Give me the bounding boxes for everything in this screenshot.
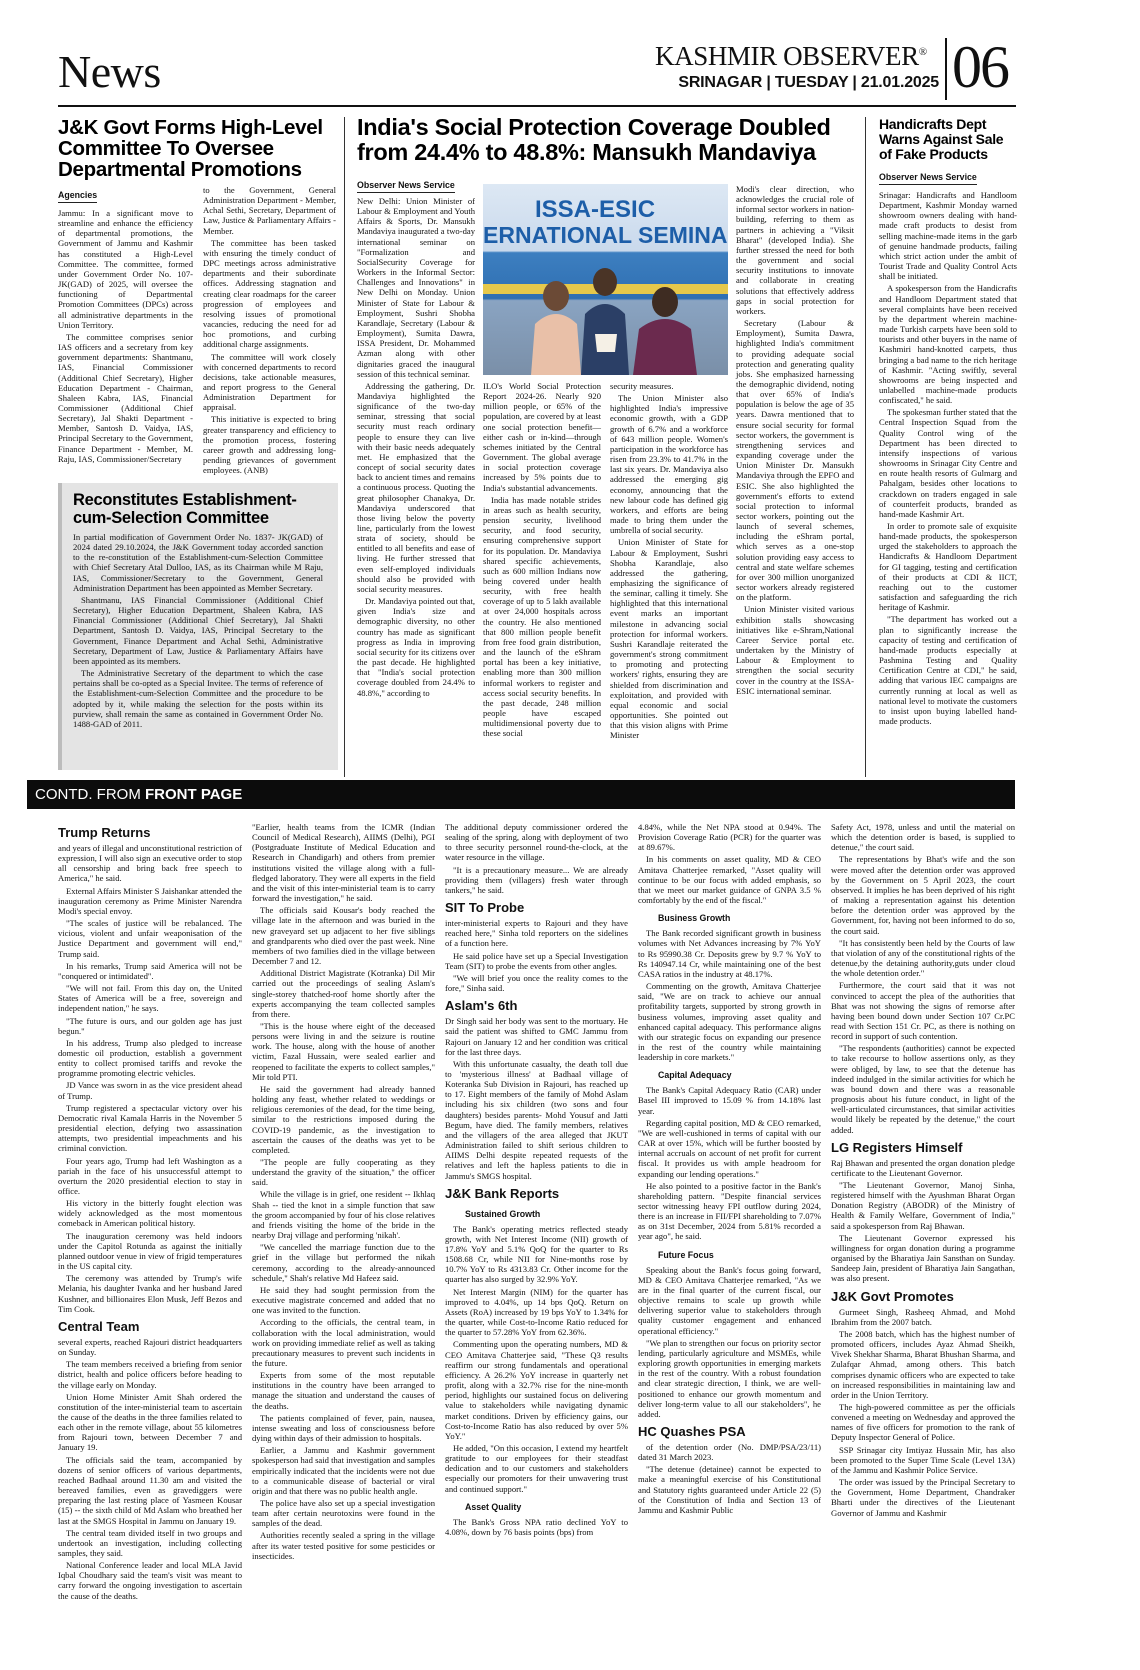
story3-c1-p3: Dr. Mandaviya pointed out that, given India's size and demographic diversity, no other country has made as significant progress as India in improving social security for its citizens over the past decade. He highlighted that "India's social protection coverage doubled from 24.4% to 48.8%," according to — [357, 596, 475, 698]
story2-p3: The Administrative Secretary of the department to which the case pertains shall be co-opted as a Special Invitee. The terms of reference of the Establishment-cum-Selection Committee and the procedure to be adopted by it, while making the selection for the posts within its purview, shall remain the same as contained in Government Order No. 1488-GAD of 2011. — [73, 668, 323, 729]
c4-r1: The Bank's Capital Adequacy Ratio (CAR) under Basel III improved to 15.09 % from 14.18% last year. — [638, 1085, 821, 1116]
c1-p4: In his remarks, Trump said America will not be "conquered or intimidated". — [58, 960, 242, 981]
c4-t2: "The detenue (detainee) cannot be expected to make a meaningful exercise of his Constitutional and Statutory rights guaranteed under Article 22 (5) of the Constitution of India and Section 13 of Jammu and Kashmir Public — [638, 1464, 821, 1515]
story3-col1 — [357, 196, 475, 700]
story4-headline: Handicrafts Dept Warns Against Sale of Fake Products — [879, 116, 1004, 162]
story3-c1-p1: New Delhi: Union Minister of Labour & Employment and Youth Affairs & Sports, Dr. Mansukh Mandaviya inaugurated a two-day international seminar on "Formalization and SocialSecurity Coverage for Workers in the Informal Sector: Challenges and Innovations" in New Delhi on Monday. Union Minister of State for Labour & Employment, Sushri Shobha Karandlaje, Secretary (Labour & Employment), Sumita Dawra, ISSA President, Dr. Mohammed Azman along with other dignitaries graced the inaugural session of this technical seminar. — [357, 196, 475, 379]
c3-mini2: Asset Quality — [465, 1501, 522, 1512]
story4-col — [879, 167, 1017, 728]
c1-q1: several experts, reached Rajouri district headquarters on Sunday. — [58, 1336, 242, 1358]
c3-head: SIT To Probe — [445, 900, 525, 916]
c4-r2: Regarding capital position, MD & CEO remarked, "We are well-cushioned in terms of capital with our CAR at over 15%, which will be further boosted by internal accruals on account of net profit for current fiscal. It provides us with ample headroom for expanding our lending operations." — [638, 1117, 821, 1179]
c5-p1: Safety Act, 1978, unless and until the material on which the detention order is based, is supplied to detenue," the court said. — [831, 822, 1015, 853]
c5-r2: The 2008 batch, which has the highest number of promoted officers, includes Ayaz Ahmad Sheikh, Vivek Shekhar Sharma, Bharat Bhushan Sharma, and Zulafqar Ahmad, among others. This batch comprises dynamic officers who are expected to take on increased responsibilities in maintaining law and order in the Union Territory. — [831, 1328, 1015, 1400]
story4-p4: In order to promote sale of exquisite hand-made products, the spokesperson urged the stakeholders to approach the Handicrafts & Handloom Department for GI tagging, testing and certification of their products at CDI & IICT, reaching out to the customer satisfaction and safeguarding the rich heritage of Kashmir. — [879, 521, 1017, 613]
c3-head3: J&K Bank Reports — [445, 1185, 560, 1201]
story3-c3-p1: security measures. — [610, 381, 674, 391]
c4-r3: He also pointed to a positive factor in the Bank's shareholding pattern. "Despite financial services sector witnessing heavy FPI outflow during 2024, there is an increase in FII/FPI shareholding to 7.07% as on 31st December, 2024 from 5.81% recorded a year ago", he said. — [638, 1180, 821, 1242]
c4-mini2: Capital Adequacy — [658, 1070, 732, 1081]
c2-p2: The officials said Kousar's body reached the village late in the afternoon and was buried in the new graveyard set up adjacent to her five siblings and grandparents who died over the past week. Nine members of two families died in the village between December 7 and 12. — [252, 905, 435, 967]
c3-s2: Net Interest Margin (NIM) for the quarter has improved to 4.04%, up 14 bps QoQ. Return on Assets (RoA) increased by 19 bps YoY to 1.34% for the quarter, while Cost-to-Income Ratio reduced for the quarter to 57.28% YoY from 62.36%. — [445, 1286, 628, 1338]
contd-banner — [27, 780, 1015, 809]
story3-c2-p2: India has made notable strides in areas such as health security, pension security, livelihood security, and food security, ensuring comprehensive support for its population. Dr. Mandaviya shared specific achievements, such as 600 million Indians now being covered under health security, with free health coverage of up to 5 lakh available at over 24,000 hospitals across the country. He also mentioned that 800 million people benefit from free food grain distribution, and the launch of the eShram portal has been a key initiative, enabling more than 300 million informal workers to register and access social security benefits. In the past decade, 248 million people have escaped multidimensional poverty due to these social — [483, 494, 601, 739]
c3-s1: The Bank's operating metrics reflected steady growth, with Net Interest Income (NII) growth of 17.8% YoY and 5.1% QoQ for the quarter to Rs 1508.68 Cr, while NII for Nine-months rose by 10.7% YoY to Rs 4313.83 Cr. Other income for the quarter has also surged by 32.9% YoY. — [445, 1223, 628, 1285]
c5-q2: "The Lieutenant Governor, Manoj Sinha, registered himself with the Ayushman Bharat Organ Donation Registry (ABODR) of the Ministry of Health & Family Welfare, Government of India," said a spokesperson from Raj Bhawan. — [831, 1180, 1015, 1231]
story3-col3 — [610, 381, 728, 742]
c3-p1: The additional deputy commissioner ordered the sealing of the spring, along with deployment of two to three security personnel round-the-clock, at the water resource in the village. — [445, 822, 628, 863]
registered-mark: ® — [918, 46, 927, 58]
story2-p1: In partial modification of Government Order No. 1837- JK(GAD) of 2024 dated 29.10.2024, the J&K Government today accorded sanction to the re-constitution of the Establishment-cum-Selection Committee with Chief Secretary Atal Dulloo, IAS, as its Chairman while M Raju, IAS, Commissioner/Secretary to the Government, General Administration Department has been appointed as Member Secretary. — [73, 532, 323, 593]
story2-p2: Shantmanu, IAS Financial Commissioner (Additional Chief Secretary), Higher Education Department, Shaleen Kabra, IAS Financial Commissioner (Additional Chief Secretary), Jal Shakti Department, Santosh D. Vaidya, IAS, Principal Secretary to the Government, Finance Department and Achal Sethi, Administrative Secretary, Department of Law, Justice & Parliamentary Affairs have been appointed as its members. — [73, 594, 323, 666]
contd-bold: FRONT PAGE — [145, 786, 243, 803]
c3-q1: inter-ministerial experts to Rajouri and they have reached here," Sinha told reporters on the sidelines of a function here. — [445, 918, 628, 949]
c1-p9: Trump registered a spectacular victory over his Democratic rival Kamala Harris in the November 5 presidential election, defying two assassination attempts, two presidential impeachments and his criminal conviction. — [58, 1102, 242, 1154]
c3-s3: Commenting upon the operating numbers, MD & CEO Amitava Chatterjee said, "These Q3 results reaffirm our strong fundamentals and operational efficiency. A 26.2% YoY increase in quarterly net profit, along with a 32.7% rise for the nine-month period, highlights our sustained focus on delivering value to stakeholders while navigating dynamic market conditions. Driven by efficiency gains, our Cost-to-Income Ratio has also reduced by over 5% YoY." — [445, 1339, 628, 1441]
event-photo — [483, 184, 728, 375]
c1-p8: JD Vance was sworn in as the vice president ahead of Trump. — [58, 1080, 242, 1101]
c5-head: LG Registers Himself — [831, 1139, 963, 1155]
c4-mini3: Future Focus — [658, 1249, 714, 1260]
c5-r4: SSP Srinagar city Imtiyaz Hussain Mir, has also been promoted to the Super Time Scale (Level 13A) of the Jammu and Kashmir Police Service. — [831, 1444, 1015, 1475]
story1-c2-p2: The committee has been tasked with ensuring the timely conduct of DPC meetings across administrative departments and their subordinate offices. Addressing stagnation and creating clear roadmaps for the career progression of employees and resolving issues of promotional vacancies, reducing the need for ad hoc promotions, and curbing additional charge assignments. — [203, 237, 336, 350]
c2-p8: "We cancelled the marriage function due to the grief in the village but performed the nikah ceremony, according to the already-announced schedule," Shah's relative Md Hafeez said. — [252, 1242, 435, 1283]
col-divider-1 — [344, 117, 345, 777]
masthead-rule — [58, 105, 1016, 107]
c3-t1: The Bank's Gross NPA ratio declined YoY to 4.08%, down by 76 basis points (bps) from — [445, 1516, 628, 1537]
paper-name — [655, 41, 940, 72]
contd-prefix: CONTD. FROM — [35, 786, 141, 803]
c2-p4: "This is the house where eight of the deceased persons were living in and the seizure is routine work. The house, along with the house of another victim, Fazal Hussain, were sealed earlier and reopened to facilitate the experts to collect samples," Mir told PTI. — [252, 1020, 435, 1082]
contd-col5 — [831, 822, 1015, 1520]
c2-p3: Additional District Magistrate (Kotranka) Dil Mir carried out the proceedings of sealing Aslam's single-storey thatched-roof home shortly after the experts accompanying the team collected samples from there. — [252, 968, 435, 1019]
c2-p12: The patients complained of fever, pain, nausea, intense sweating and loss of consciousness before dying within days of their admission to hospitals. — [252, 1412, 435, 1444]
story1-c2-p3: The committee will work closely with concerned departments to record decisions, take actionable measures, and report progress to the General Administration Department for appraisal. — [203, 351, 336, 413]
c3-mini: Sustained Growth — [465, 1208, 541, 1219]
c1-head2: Central Team — [58, 1318, 140, 1334]
story1-c1-p2: The committee comprises senior IAS officers and a secretary from key government departments: Shantmanu, IAS, Financial Commissioner (Additional Chief Secretary), Higher Education Department - Chairman, Shaleen Kabra, IAS, Financial Commissioner (Additional Chief Secretary), Jal Shakti Department - Member, Santosh D. Vaidya, IAS, Principal Secretary to the Government, Finance Department - Member, M. Raju, IAS, Commissioner/Secretary — [58, 331, 193, 464]
c2-p10: According to the officials, the central team, in collaboration with the local administration, would work on providing immediate relief as well as taking precautionary measures to prevent such incidents in the future. — [252, 1317, 435, 1368]
c5-r3: The high-powered committee as per the officials convened a meeting on Wednesday and approved the names of five officers for promotion to the rank of Deputy Inspector General of Police. — [831, 1401, 1015, 1443]
c1-p10: Four years ago, Trump had left Washington as a pariah in the face of his unsuccessful attempt to overturn the 2020 presidential election to stay in office. — [58, 1155, 242, 1196]
c2-p1: "Earlier, health teams from the ICMR (Indian Council of Medical Research), AIIMS (Delhi), PGI (Postgraduate Institute of Medical Education and Research in Chandigarh) and others from premier institutions visited the village along with a full-fledged laboratory. They were all experts in the field and the visit of this inter-ministerial team is to carry forward the investigation," he said. — [252, 822, 435, 904]
story3-c4-p1: Modi's clear direction, who acknowledges the crucial role of informal sector workers in nation-building, referring to them as partners in achieving a "Viksit Bharat" (developed India). She further stressed the need for both the government and social security institutions to innovate and collaborate in creating solutions that effectively address gaps in social protection for workers. — [736, 184, 854, 316]
c1-q5: The central team divided itself in two groups and undertook an investigation, including collecting samples, they said. — [58, 1527, 242, 1558]
c3-s4: He added, "On this occasion, I extend my heartfelt gratitude to our employees for their steadfast dedication and to our customers and stakeholders especially our promoters for their unwavering trust and continued support." — [445, 1442, 628, 1494]
c1-p1: and years of illegal and unconstitutional restriction of expression, I will also sign an executive order to stop all censorship and bring back free speech to America," he said. — [58, 843, 242, 884]
masthead-divider — [945, 38, 947, 100]
col-divider-2 — [865, 117, 866, 777]
story3-c1-p2: Addressing the gathering, Dr. Mandaviya highlighted the significance of the two-day seminar, stressing that social security must reach ordinary people to ensure they can live with their basic needs adequately met. He emphasized that the concept of social security dates back to ancient times and remains a continuous process. Quoting the great philosopher Chanakya, Dr. Mandaviya underscored that those living below the poverty line, particularly from the lowest strata of society, should be entitled to all benefits and ease of living. He further stressed that even self-employed individuals should also be provided with social security measures. — [357, 380, 475, 594]
c5-p5: "The respondents (authorities) cannot be expected to take recourse to hollow assertions only, as they were obliged, by law, to see that the detenue has indeed indulged in the similar activities for which he was bound down and there was a reasonable prognosis about his future conduct, in light of the well-articulated circumstances, that similar activities would likely be repeated by the detenue," the court added. — [831, 1043, 1015, 1135]
c1-p3: "The scales of justice will be rebalanced. The vicious, violent and unfair weaponisation of the Justice Department and government will end," Trump said. — [58, 918, 242, 959]
c5-q3: The Lieutenant Governor expressed his willingness for organ donation during a programme organised by the Bharatiya Jain Sansthan on Sunday. Sandeep Jain, president of Bharatiya Jain Sangathan, was also present. — [831, 1232, 1015, 1284]
c1-p13: The ceremony was attended by Trump's wife Melania, his daughter Ivanka and her husband Jared Kushner, and billionaires Elon Musk, Jeff Bezos and Tim Cook. — [58, 1273, 242, 1314]
story3-c4-p2: Secretary (Labour & Employment), Sumita Dawra, highlighted India's commitment to providing adequate social protection and generating quality jobs. She emphasized harnessing the demographic dividend, noting that over 65% of India's population is below the age of 35 years. Dawra mentioned that to ensure social security for formal sector workers, the government is strengthening services and expanding coverage under the Union Minister Dr. Mansukh Mandaviya through the EPFO and ESIC. She also highlighted the government's efforts to extend social protection to informal sector workers, pointing out the launch of several schemes, including the eShram portal, which serves as a one-stop solution providing easy access to central and state welfare schemes for over 300 million unorganized sector workers already registered on the platform. — [736, 318, 854, 603]
story4-p3: The spokesman further stated that the Central Inspection Squad from the Quality Control wing of the Department has been directed to intensify inspections of various showrooms in Srinagar City Centre and en route health resorts of Gulmarg and Pahalgam, besides other locations to crackdown on traders engaged in sale of counterfeit products, branded as hand-made Kashmir Art. — [879, 407, 1017, 519]
c1-p2: External Affairs Minister S Jaishankar attended the inauguration ceremony as Prime Minister Narendra Modi's special envoy. — [58, 885, 242, 916]
story1-c2-p4: This initiative is expected to bring greater transparency and efficiency to the promotion process, fostering career growth and addressing long-pending grievances of government employees. (ANB) — [203, 414, 336, 476]
c4-q1: The Bank recorded significant growth in business volumes with Net Advances increasing by 7% YoY to Rs 95990.38 Cr. Deposits grew by 9.7 % YoY to Rs 140947.14 Cr, while maintaining one of the best CASA ratios in the industry at 48.17%. — [638, 928, 821, 979]
c3-p2: "It is a precautionary measure... We are already providing them (villagers) fresh water through tankers," he said. — [445, 864, 628, 895]
c1-p12: The inauguration ceremony was held indoors under the Capitol Rotunda as against the initially planned outdoor venue in view of frigid temperatures in the US capital city. — [58, 1230, 242, 1272]
c1-q6: National Conference leader and local MLA Javid Iqbal Choudhary said the team's visit was meant to carry forward the ongoing investigation to ascertain the cause of the deaths. — [58, 1560, 242, 1601]
photo-banner-line2: ERNATIONAL SEMINA — [483, 222, 728, 248]
c2-p14: The police have also set up a special investigation team after certain neurotoxins were found in the samples of the dead. — [252, 1498, 435, 1529]
c3-head2: Aslam's 6th — [445, 998, 518, 1014]
story3-c4-p3: Union Minister visited various exhibition stalls showcasing initiatives like e-Shram,National Career Service portal etc. undertaken by the Ministry of Labour & Employment to strengthen the social security cover in the country at the ISSA-ESIC international seminar. — [736, 604, 854, 696]
c1-q4: The officials said the team, accompanied by dozens of senior officers of various departments, reached Badhaal around 11.30 am and visited the bereaved families, even as gravediggers were preparing the last resting place of Yasmeen Kousar (15) -- the sixth child of Md Aslam who breathed her last at the SMGS Hospital in Jammu on January 19. — [58, 1454, 242, 1526]
c4-s2: "We plan to strengthen our focus on priority sector lending, particularly agriculture and MSMEs, while exploring growth opportunities in emerging markets in the rest of the country. With a robust foundation and clear strategic direction, I think, we are well-positioned to enhance our growth momentum and deliver long-term value to all our stakeholders", he added. — [638, 1337, 821, 1419]
c2-p9: He said they had sought permission from the executive magistrate concerned and added that no one was invited to the function. — [252, 1284, 435, 1316]
c5-q1: Raj Bhawan and presented the organ donation pledge certificate to the Lieutenant Governor. — [831, 1157, 1015, 1178]
c1-p6: "The future is ours, and our golden age has just begun." — [58, 1015, 242, 1036]
c3-r1: Dr Singh said her body was sent to the mortuary. He said the patient was shifted to GMC Jammu from Rajouri on January 12 and her condition was critical for the last three days. — [445, 1016, 628, 1057]
contd-col1 — [58, 820, 242, 1603]
story1-col2 — [203, 185, 336, 477]
c4-mini: Business Growth — [658, 913, 731, 924]
photo-banner-line1: ISSA-ESIC — [535, 196, 656, 223]
c5-p2: The representations by Bhat's wife and the son were moved after the detention order was approved by the Government on 5 April 2023, the court observed. It implies he has been deprived of his right of making a representation against his detention before the detention order was approved by the Government, for, having not been informed to do so, the court said. — [831, 854, 1015, 936]
c3-q3: "We will brief you once the reality comes to the fore," Sinha said. — [445, 972, 628, 994]
story1-col1 — [58, 185, 193, 466]
story4-p2: A spokesperson from the Handicrafts and Handloom Department stated that several complaints have been received by the department wherein machine-made Turkish carpets have been sold to tourists and other buyers in the name of Kashmiri hand-knotted carpets, thus bringing a bad name to the rich heritage of Kashmir. "Acting swiftly, several showrooms are being inspected and unlabelled machine-made products confiscated," he said. — [879, 283, 1017, 406]
story3-c3-p2: The Union Minister also highlighted India's impressive economic growth, with a GDP growth of 6.7% and a workforce of 643 million people. Women's participation in the workforce has risen from 23.3% to 41.7% in the last six years. Dr. Mandaviya also addressed the emerging gig economy, announcing that the new labour code has defined gig workers, and efforts are being made to bring them under the umbrella of social security. — [610, 393, 728, 536]
c4-p2: In his comments on asset quality, MD & CEO Amitava Chatterjee remarked, "Asset quality will continue to be our focus with added emphasis, so that we meet our market guidance of GNPA 3.5 % comfortably by the end of the fiscal." — [638, 854, 821, 906]
contd-col4 — [638, 822, 821, 1517]
contd-col2 — [252, 822, 435, 1563]
c2-p5: He said the government had already banned holding any feast, whether related to weddings or religious ceremonies of the dead, for the time being, similar to the restrictions imposed during the COVID-19 pandemic, as the investigation to ascertain the causes of the deaths was yet to be completed. — [252, 1083, 435, 1155]
c2-p7: While the village is in grief, one resident -- Ikhlaq Shah -- tied the knot in a simple function that saw the groom accompanied by four of his close relatives and friends visiting the home of the bride in the nearby Draj village and performing 'nikah'. — [252, 1189, 435, 1241]
story2-body — [73, 532, 323, 731]
c1-p11: His victory in the bitterly fought election was widely acknowledged as the most momentous comeback in American political history. — [58, 1198, 242, 1229]
c4-t1: of the detention order (No. DMP/PSA/23/11) dated 31 March 2023. — [638, 1441, 821, 1463]
c5-head2: J&K Govt Promotes — [831, 1288, 954, 1304]
story3-c3-p3: Union Minister of State for Labour & Employment, Sushri Shobha Karandlaje, also addressed the gathering, emphasizing the significance of the seminar, calling it timely. She highlighted that this international event marks an important milestone in advancing social protection for informal workers. Sushri Karandlaje reiterated the government's strong commitment to promoting and protecting workers' rights, ensuring they are shielded from discrimination and exploitation, and provided with equal economic and social opportunities. She pointed out that this vision aligns with Prime Minister — [610, 537, 728, 741]
c1-p7: In his address, Trump also pledged to increase domestic oil production, establish a government entity to collect promised tariffs and revoke the programme promoting electric vehicles. — [58, 1037, 242, 1079]
c3-q2: He said police have set up a Special Investigation Team (SIT) to probe the events from other angles. — [445, 950, 628, 971]
c4-q2: Commenting on the growth, Amitava Chatterjee said, "We are on track to achieve our annual profitability targets, supported by strong growth in business volumes, improving asset quality and enhanced capital adequacy. This performance aligns with our strategic focus on expanding our presence in the rest of the country while maintaining leadership in core markets." — [638, 981, 821, 1063]
c5-r5: The order was issued by the Principal Secretary to the Government, Home Department, Chandraker Bharti under the directives of the Lieutenant Governor of Jammu and Kashmir — [831, 1477, 1015, 1518]
story3-byline: Observer News Service — [357, 180, 455, 193]
c1-q2: The team members received a briefing from senior district, health and police officers before heading to the village early on Monday. — [58, 1359, 242, 1390]
story1-c1-p1: Jammu: In a significant move to streamline and enhance the efficiency of departmental promotions, the Government of Jammu and Kashmir has constituted a High-Level Committee. The committee, formed under Government Order No. 107-JK(GAD) of 2025, will oversee the functioning of Departmental Promotion Committees (DPCs) across all administrative departments in the Union Territory. — [58, 208, 193, 330]
c2-p15: Authorities recently sealed a spring in the village after its water tested positive for some pesticides or insecticides. — [252, 1530, 435, 1561]
story1-byline: Agencies — [58, 190, 97, 203]
story3-byline-wrap — [357, 175, 477, 198]
story1-headline: J&K Govt Forms High-Level Committee To Oversee Departmental Promotions — [58, 116, 323, 181]
c4-p1: 4.84%, while the Net NPA stood at 0.94%. The Provision Coverage Ratio (PCR) for the quarter was at 89.67%. — [638, 822, 821, 853]
paper-name-text: KASHMIR OBSERVER — [655, 41, 919, 71]
contd-col3 — [445, 822, 628, 1539]
c1-head: Trump Returns — [58, 825, 151, 840]
photo-people — [483, 184, 728, 375]
story4-p5: "The department has worked out a plan to significantly increase the capacity of testing and certification of hand-made products especially at Pashmina Testing and Quality Certification Centre at CDI," he said, adding that various IEC campaigns are currently running at local as well as national level to motivate the customers to insist upon buying labelled hand-made products. — [879, 614, 1017, 726]
story3-headline: India's Social Protection Coverage Doubled from 24.4% to 48.8%: Mansukh Mandaviya — [357, 114, 831, 165]
story2-headline: Reconstitutes Establishment-cum-Selection Committee — [73, 491, 297, 527]
section-title: News — [58, 46, 161, 97]
page-number: 06 — [952, 34, 1008, 100]
c4-s1: Speaking about the Bank's focus going forward, MD & CEO Amitava Chatterjee remarked, "As we are in the final quarter of the current fiscal, our objective remains to scale up growth while delivering superior value to stakeholders through quality customer engagement and enhanced operational efficiency." — [638, 1264, 821, 1336]
story1-c2-p1: to the Government, General Administration Department - Member, Achal Sethi, Secretary, Department of Law, Justice & Parliamentary Affairs - Member. — [203, 185, 336, 236]
c1-q3: Union Home Minister Amit Shah ordered the constitution of the inter-ministerial team to ascertain the cause of the deaths in the three families related to each other in the remote village, about 55 kilometres from Rajouri town, between December 7 and January 19. — [58, 1391, 242, 1453]
c5-p4: Furthermore, the court said that it was not convinced to accept the plea of the authorities that Bhat was not showing the signs of remorse after having been bound down under Section 107 Cr.PC read with Section 151 Cr. PC, as there is nothing on record in support of such contention. — [831, 980, 1015, 1042]
c2-p6: "The people are fully cooperating as they understand the gravity of the situation," the officer said. — [252, 1157, 435, 1188]
story4-byline: Observer News Service — [879, 172, 977, 185]
c5-r1: Gurmeet Singh, Rasheeq Ahmad, and Mohd Ibrahim from the 2007 batch. — [831, 1306, 1015, 1327]
c2-p13: Earlier, a Jammu and Kashmir government spokesperson had said that investigation and samples empirically indicated that the incidents were not due to a communicable disease of bacterial or viral origin and that there was no public health angle. — [252, 1445, 435, 1496]
story3-col2 — [483, 381, 601, 740]
story3-col4 — [736, 184, 854, 698]
story4-p1: Srinagar: Handicrafts and Handloom Department, Kashmir Monday warned showroom owners dealing with hand-made craft products to desist from selling machine-made items in the garb of genuine handmade products, failing which strict action under the ambit of Tourist Trade and Quality Control Acts shall be initiated. — [879, 190, 1017, 282]
c3-r2: With this unfortunate casualty, the death toll due to 'mysterious illness' at Badhaal village of Koteranka Sub Division in Rajouri, has reached up to 17. Eight members of the family of Mohd Aslam including his six children (two sons and four daughters) besides parents- Mohd Yousuf and Jatti Begum, have died. The family members, relatives and the villagers of the area alleged that JKUT Administration failed to shift serious children to AIIMS Delhi despite repeated requests of the relatives and left the hapless patients to die in Jammu's SMGS hospital. — [445, 1058, 628, 1181]
story3-c2-p1: ILO's World Social Protection Report 2024-26. Nearly 920 million people, or 65% of the population, are covered by at least one social protection benefit—either cash or in-kind—through schemes initiated by the Central Government. The global average in social protection coverage increased by 5% points due to India's substantial advancements. — [483, 381, 601, 493]
dateline: SRINAGAR | TUESDAY | 21.01.2025 — [678, 74, 939, 91]
c2-p11: Experts from some of the most reputable institutions in the country have been arranged to manage the situation and understand the causes of the deaths. — [252, 1370, 435, 1411]
c4-head: HC Quashes PSA — [638, 1423, 746, 1439]
c1-p5: "We will not fail. From this day on, the United States of America will be a free, sovereign and independent nation," he says. — [58, 983, 242, 1014]
c5-p3: "It has consistently been held by the Courts of law that violation of any of the constitutional rights of the detenue,by the detaining authority,guts under cloud the whole detention order." — [831, 937, 1016, 979]
